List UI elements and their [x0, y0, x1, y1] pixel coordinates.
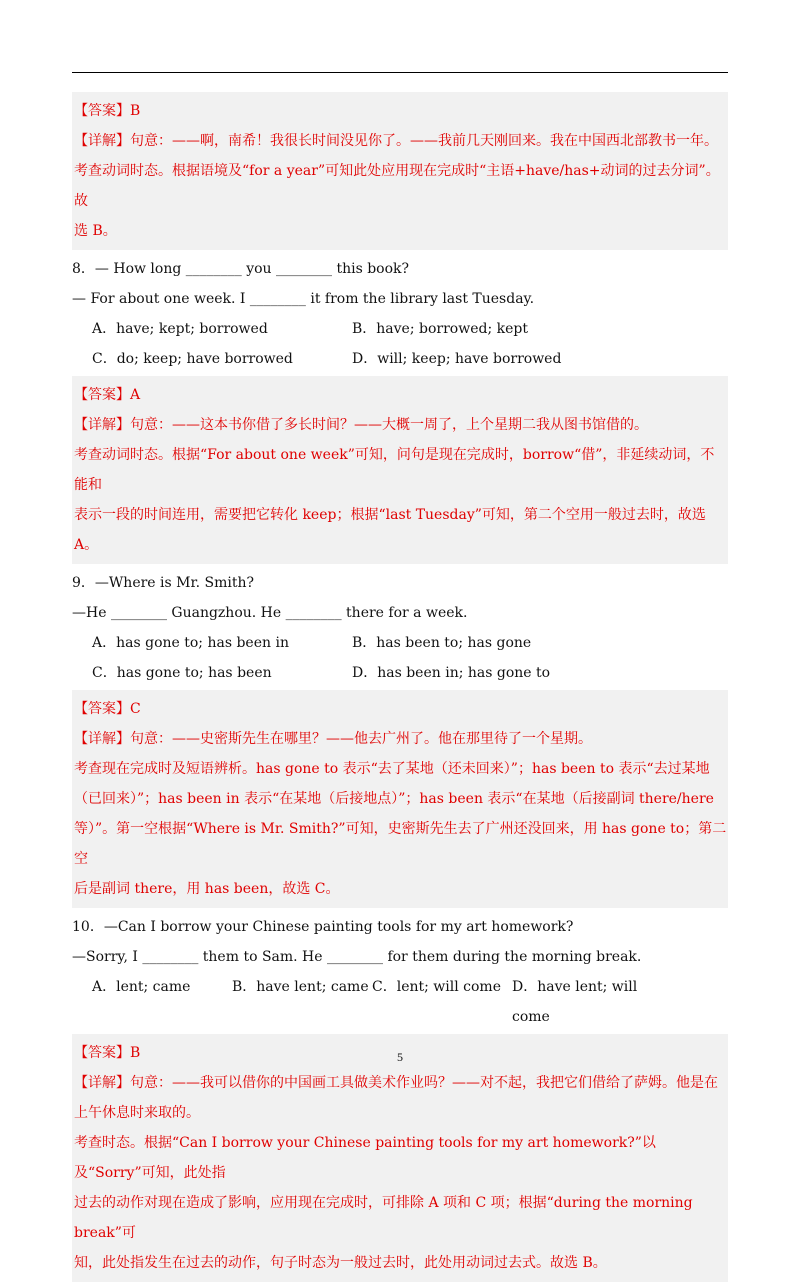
question-line: — For about one week. I ________ it from the library last Tuesday.	[72, 291, 535, 307]
detail-line: 考查时态。根据“Can I borrow your Chinese painting tools for my art homework?”以及“Sorry”可知，此处指	[74, 1135, 656, 1181]
options-row	[72, 658, 728, 688]
detail-line: 【详解】句意：——我可以借你的中国画工具做美术作业吗？——对不起，我把它们借给了萨姆。他是在	[74, 1075, 718, 1091]
option-b: B．have; borrowed; kept	[352, 321, 528, 337]
detail-line: 选 B。	[74, 223, 117, 239]
page-number: 5	[397, 1050, 403, 1064]
question-8	[72, 254, 728, 374]
detail-line: （已回来）”；has been in 表示“在某地（后接地点）”；has been 表示“在某地（后接副词 there/here	[74, 791, 714, 807]
option-d: D．has been in; has gone to	[352, 665, 551, 681]
detail-line: 考查动词时态。根据“For about one week”可知，问句是现在完成时，borrow“借”，非延续动词，不能和	[74, 447, 715, 493]
option-b: B．have lent; came	[232, 979, 369, 995]
option-a: A．lent; came	[92, 979, 191, 995]
option-a: A．has gone to; has been in	[92, 635, 289, 651]
detail-line: 后是副词 there，用 has been，故选 C。	[74, 881, 340, 897]
answer-label: 【答案】B	[74, 1045, 141, 1061]
option-b: B．has been to; has gone	[352, 635, 532, 651]
option-d: D．have lent; will come	[512, 979, 638, 1025]
option-c: C．do; keep; have borrowed	[92, 351, 293, 367]
question-line: 8．— How long ________ you ________ this book?	[72, 261, 410, 277]
question-line: —He ________ Guangzhou. He ________ there for a week.	[72, 605, 468, 621]
detail-line: 表示一段的时间连用，需要把它转化 keep；根据“last Tuesday”可知，第二个空用一般过去时，故选 A。	[74, 507, 706, 553]
option-c: C．has gone to; has been	[92, 665, 272, 681]
answer-label: 【答案】C	[74, 701, 141, 717]
answer-box-7	[72, 92, 728, 250]
detail-line: 【详解】句意：——啊，南希！我很长时间没见你了。——我前几天刚回来。我在中国西北部教书一年。	[74, 133, 718, 149]
question-line: —Sorry, I ________ them to Sam. He ________ for them during the morning break.	[72, 949, 642, 965]
question-line: 10．—Can I borrow your Chinese painting tools for my art homework?	[72, 919, 574, 935]
detail-line: 等）”。第一空根据“Where is Mr. Smith?”可知，史密斯先生去了广州还没回来，用 has gone to；第二空	[74, 821, 727, 867]
options-row	[72, 972, 728, 1032]
answer-box-8	[72, 376, 728, 564]
options-row	[72, 314, 728, 344]
answer-box-9	[72, 690, 728, 908]
detail-line: 考查动词时态。根据语境及“for a year”可知此处应用现在完成时“主语+have/has+动词的过去分词”。故	[74, 163, 720, 209]
document-body	[72, 90, 728, 1286]
detail-line: 【详解】句意：——史密斯先生在哪里？——他去广州了。他在那里待了一个星期。	[74, 731, 592, 747]
detail-line: 过去的动作对现在造成了影响，应用现在完成时，可排除 A 项和 C 项；根据“during the morning break”可	[74, 1195, 693, 1241]
detail-line: 知，此处指发生在过去的动作，句子时态为一般过去时，此处用动词过去式。故选 B。	[74, 1255, 607, 1271]
option-a: A．have; kept; borrowed	[92, 321, 268, 337]
detail-line: 考查现在完成时及短语辨析。has gone to 表示“去了某地（还未回来）”；has been to 表示“去过某地	[74, 761, 710, 777]
option-c: C．lent; will come	[372, 979, 501, 995]
option-d: D．will; keep; have borrowed	[352, 351, 562, 367]
header-rule	[72, 72, 728, 73]
options-row	[72, 628, 728, 658]
detail-line: 上午休息时来取的。	[74, 1105, 200, 1121]
question-10	[72, 912, 728, 1032]
question-9	[72, 568, 728, 688]
options-row	[72, 344, 728, 374]
answer-label: 【答案】B	[74, 103, 141, 119]
question-line: 9．—Where is Mr. Smith?	[72, 575, 255, 591]
detail-line: 【详解】句意：——这本书你借了多长时间？——大概一周了，上个星期二我从图书馆借的。	[74, 417, 648, 433]
answer-label: 【答案】A	[74, 387, 141, 403]
answer-box-10	[72, 1034, 728, 1282]
